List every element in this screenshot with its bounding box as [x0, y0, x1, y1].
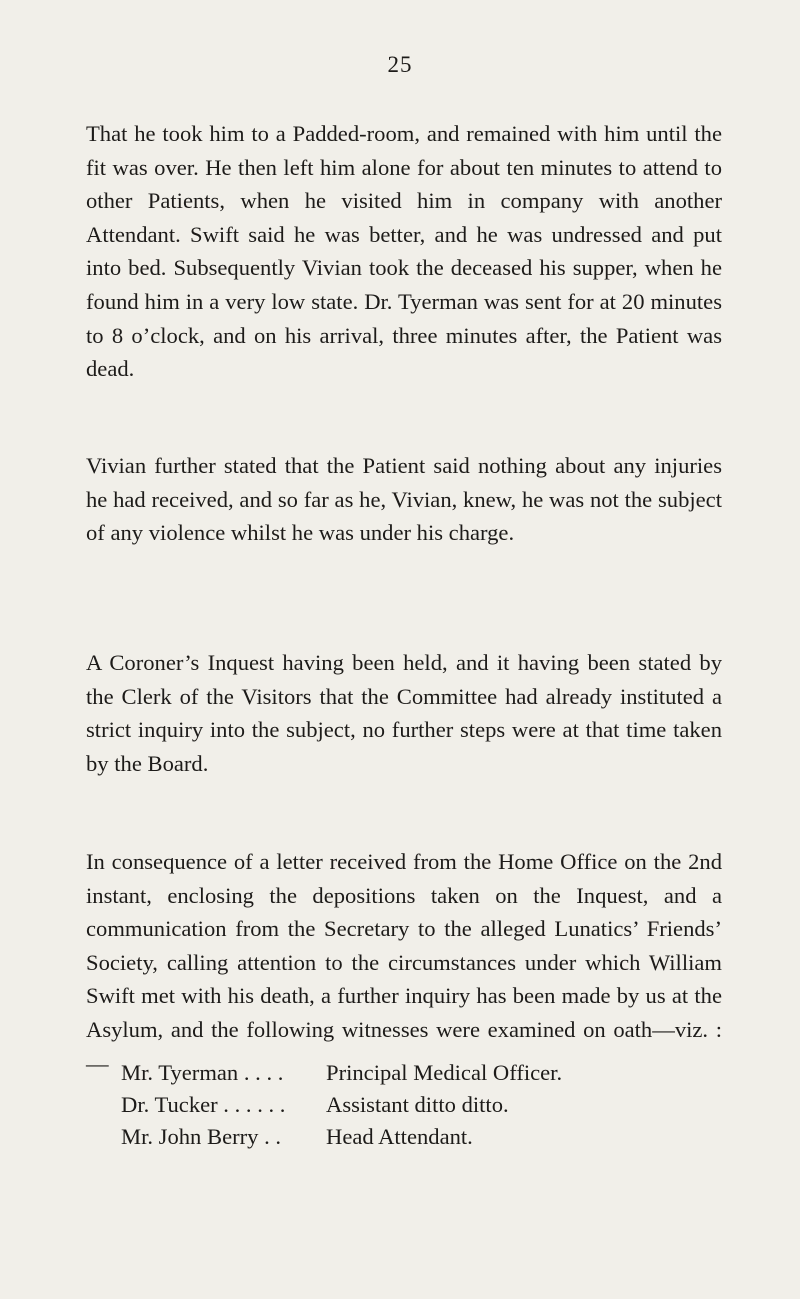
- paragraph-2: [86, 449, 722, 550]
- paragraph-1: [86, 117, 722, 386]
- witness-role: Head Attendant.: [326, 1124, 473, 1149]
- paragraph-text: A Coroner’s Inquest having been held, and it having been stated by the Clerk of the Visitors that the Committee had already instituted a strict inquiry into the subject, no further steps were at that time taken by the Board.: [86, 650, 722, 776]
- paragraph-4: [86, 845, 722, 1080]
- witness-row: [121, 1089, 701, 1121]
- page-number: 25: [387, 52, 413, 77]
- witness-name: Dr. Tucker . . . . . .: [121, 1092, 286, 1117]
- witness-role: Principal Medical Officer.: [326, 1060, 563, 1085]
- witness-name: Mr. John Berry . .: [121, 1124, 282, 1149]
- witness-row: [121, 1057, 701, 1089]
- witness-list: [121, 1057, 701, 1153]
- witness-name: Mr. Tyerman . . . .: [121, 1060, 284, 1085]
- paragraph-3: [86, 646, 722, 780]
- paragraph-text: That he took him to a Padded-room, and remained with him until the fit was over. He then left him alone for about ten minutes to attend to other Patients, when he visited him in company with another Attendant. Swift said he was better, and he was undressed and put into bed. Subsequently Vivian took the deceased his supper, when he found him in a very low state. Dr. Tyerman was sent for at 20 minutes to 8 o’clock, and on his arrival, three minutes after, the Patient was dead.: [86, 121, 722, 382]
- witness-row: [121, 1121, 701, 1153]
- paragraph-text: In consequence of a letter received from the Home Office on the 2nd instant, enclosing the depositions taken on the Inquest, and a communication from the Secretary to the alleged Lunatics’ Friends’ Society, calling attention to the circumstances under which William Swift met with his death, a further inquiry has been made by us at the Asylum, and the following witnesses were examined on oath—viz. :—: [86, 849, 722, 1076]
- paragraph-text: Vivian further stated that the Patient said nothing about any injuries he had received, and so far as he, Vivian, knew, he was not the subject of any violence whilst he was under his charge.: [86, 453, 722, 546]
- witness-role: Assistant ditto ditto.: [326, 1092, 509, 1117]
